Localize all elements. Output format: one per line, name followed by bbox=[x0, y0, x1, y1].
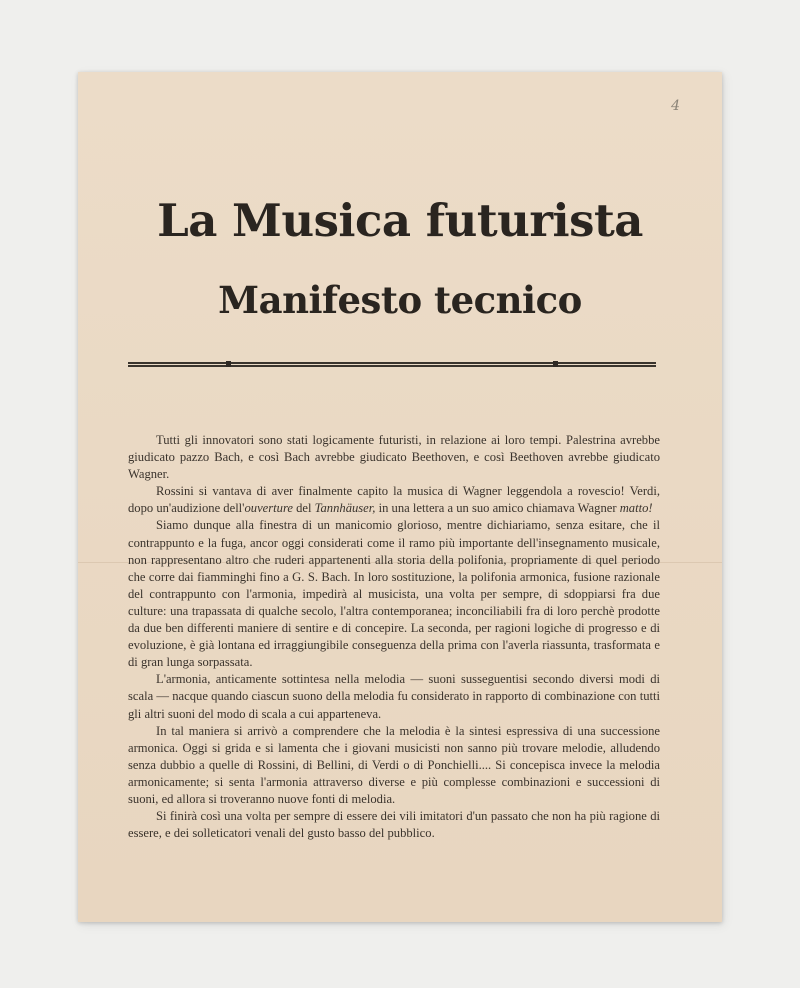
italic-text-run: Tannhäuser, bbox=[314, 501, 376, 516]
body-paragraph bbox=[128, 517, 660, 671]
text-run: Tutti gli innovatori sono stati logicamente futuristi, in relazione ai loro tempi. Palestrina avrebbe giudicato pazzo Bach, e così Bach avrebbe giudicato Beethoven, e così Beethoven avrebbe giudicato Wagner. bbox=[128, 433, 660, 482]
body-paragraph bbox=[128, 432, 660, 483]
italic-text-run: ouverture bbox=[244, 501, 293, 516]
divider-line-top bbox=[128, 362, 656, 364]
divider-line-bottom bbox=[128, 365, 656, 367]
decorative-divider bbox=[128, 361, 656, 368]
body-paragraph bbox=[128, 483, 660, 517]
text-run: In tal maniera si arrivò a comprendere che la melodia è la sintesi espressiva di una successione armonica. Oggi si grida e si lamenta che i giovani musicisti non sanno più trovare melodie, alludendo senza dubbio a quelle di Rossini, di Bellini, di Verdi o di Ponchielli.... Si concepisca invece la melodia armonicamente; si senta l'armonia attraverso diverse e più complesse combinazioni e successioni di suoni, ed allora si troveranno nuove fonti di melodia. bbox=[128, 723, 660, 806]
text-run: in una lettera a un suo amico chiamava Wagner bbox=[375, 501, 620, 516]
italic-text-run: matto! bbox=[619, 501, 653, 516]
manifesto-sheet bbox=[78, 72, 722, 922]
text-run: del bbox=[292, 501, 315, 516]
body-paragraph bbox=[128, 723, 660, 808]
document-title: La Musica futurista bbox=[157, 194, 643, 247]
pencil-page-mark: 4 bbox=[671, 98, 680, 114]
body-paragraph bbox=[128, 671, 660, 722]
divider-ornament-left bbox=[226, 361, 231, 367]
text-run: Si finirà così una volta per sempre di essere dei vili imitatori d'un passato che non ha più ragione di essere, e dei solleticatori venali del gusto basso del pubblico. bbox=[128, 809, 660, 841]
document-subtitle: Manifesto tecnico bbox=[218, 278, 582, 322]
text-run: L'armonia, anticamente sottintesa nella melodia — suoni susseguentisi secondo diversi modi di scala — nacque quando ciascun suono della melodia fu considerato in rapporto di combinazione con tutti gli altri suoni del modo di scala a cui apparteneva. bbox=[128, 672, 660, 721]
divider-ornament-right bbox=[553, 361, 558, 367]
text-run: Rossini si vantava di aver finalmente capito la musica di Wagner leggendola a rovescio! Verdi, dopo un'audizione dell' bbox=[128, 484, 660, 516]
manifesto-body bbox=[128, 432, 660, 842]
text-run: Siamo dunque alla finestra di un manicomio glorioso, mentre dichiariamo, senza esitare, che il contrappunto e la fuga, ancor oggi considerati come il ramo più importante dell'insegnamento musicale, non rappresentano altro che ruderi appartenenti alla storia della polifonia, propriamente di quel periodo che corre dai fiamminghi fino a G. S. Bach. In loro sostituzione, la polifonia armonica, fusione razionale del contrappunto con l'armonia, impedirà al musicista, una volta per sempre, di sdoppiarsi fra due culture: una trapassata di qualche secolo, l'altra contemporanea; inconciliabili fra di loro perchè prodotte da due ben differenti maniere di sentire e di concepire. La seconda, per ragioni logiche di progresso e di evoluzione, è già lontana ed irraggiungibile conseguenza della prima con l'averla riassunta, trasformata e di gran lunga sorpassata. bbox=[128, 518, 660, 670]
body-paragraph bbox=[128, 808, 660, 842]
